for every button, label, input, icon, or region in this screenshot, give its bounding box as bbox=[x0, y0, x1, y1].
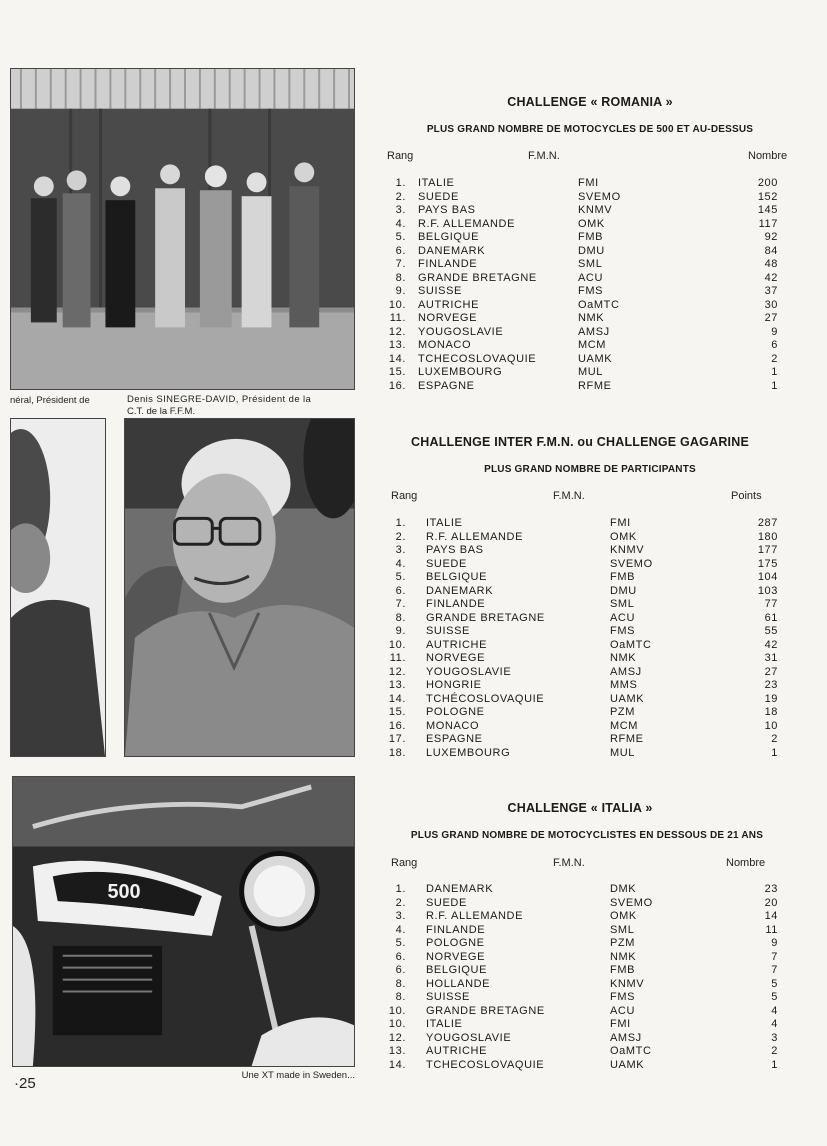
country-cell: AUTRICHE bbox=[426, 1045, 488, 1057]
rank-cell: 8. bbox=[395, 977, 406, 990]
value-cell: 5 bbox=[771, 977, 778, 990]
challenge-romania-header-value: Nombre bbox=[748, 150, 788, 162]
challenge-gagarine-subtitle: PLUS GRAND NOMBRE DE PARTICIPANTS bbox=[484, 464, 696, 475]
value-cell: 4 bbox=[771, 1018, 778, 1030]
caption-line-2: C.T. de la F.F.M. bbox=[127, 406, 196, 417]
rank-cell: 13. bbox=[388, 679, 406, 691]
value-cell: 145 bbox=[757, 204, 778, 216]
value-cell: 2 bbox=[771, 733, 778, 745]
fmn-cell: UAMK bbox=[578, 352, 613, 365]
country-cell: SUISSE bbox=[418, 285, 462, 297]
value-cell: 84 bbox=[764, 244, 778, 257]
rank-cell: 12. bbox=[388, 325, 406, 338]
ranking-row bbox=[384, 1045, 784, 1059]
fmn-cell: OMK bbox=[578, 217, 605, 230]
value-cell: 180 bbox=[757, 530, 778, 543]
rank-cell: 16. bbox=[388, 379, 406, 392]
value-cell: 92 bbox=[764, 231, 778, 243]
value-cell: 10 bbox=[764, 719, 778, 732]
country-cell: POLOGNE bbox=[426, 937, 485, 949]
caption-bike: Une XT made in Sweden... bbox=[241, 1070, 355, 1081]
fmn-cell: SML bbox=[610, 923, 635, 936]
ranking-row bbox=[384, 1005, 784, 1019]
ranking-row bbox=[384, 964, 784, 978]
country-cell: SUEDE bbox=[418, 190, 459, 203]
rank-cell: 12. bbox=[388, 1031, 406, 1044]
rank-cell: 12. bbox=[388, 665, 406, 678]
rank-cell: 5. bbox=[395, 937, 406, 949]
fmn-cell: MMS bbox=[610, 679, 638, 691]
challenge-gagarine-header-rank: Rang bbox=[391, 490, 418, 502]
rank-cell: 11. bbox=[389, 312, 406, 324]
value-cell: 23 bbox=[764, 679, 778, 691]
value-cell: 23 bbox=[764, 883, 778, 895]
rank-cell: 2. bbox=[395, 530, 406, 543]
ranking-row bbox=[384, 978, 784, 992]
fmn-cell: SVEMO bbox=[578, 190, 621, 203]
fmn-cell: NMK bbox=[578, 312, 605, 324]
fmn-cell: ACU bbox=[610, 611, 636, 624]
group-photo bbox=[10, 68, 355, 390]
country-cell: SUEDE bbox=[426, 557, 467, 570]
value-cell: 2 bbox=[771, 1045, 778, 1057]
rank-cell: 13. bbox=[388, 339, 406, 351]
fmn-cell: FMB bbox=[610, 571, 636, 583]
value-cell: 55 bbox=[764, 625, 778, 637]
fmn-cell: RFME bbox=[578, 379, 612, 392]
value-cell: 2 bbox=[771, 352, 778, 365]
value-cell: 77 bbox=[764, 598, 778, 610]
value-cell: 42 bbox=[764, 271, 778, 284]
ranking-row bbox=[384, 366, 784, 380]
fmn-cell: FMI bbox=[610, 517, 631, 529]
rank-cell: 3. bbox=[395, 544, 406, 556]
country-cell: ITALIE bbox=[426, 517, 463, 529]
ranking-row bbox=[384, 883, 784, 897]
value-cell: 11 bbox=[765, 923, 778, 936]
ranking-row bbox=[384, 897, 784, 911]
challenge-italia-header-rank: Rang bbox=[391, 857, 418, 869]
value-cell: 7 bbox=[771, 950, 778, 963]
value-cell: 152 bbox=[757, 190, 778, 203]
ranking-row bbox=[384, 585, 784, 599]
ranking-row bbox=[384, 326, 784, 340]
fmn-cell: MCM bbox=[578, 339, 607, 351]
country-cell: YOUGOSLAVIE bbox=[418, 325, 504, 338]
rank-cell: 8. bbox=[395, 271, 406, 284]
fmn-cell: NMK bbox=[610, 950, 637, 963]
country-cell: BELGIQUE bbox=[426, 964, 488, 976]
bike-badge-text: 500 bbox=[107, 881, 141, 904]
fmn-cell: MUL bbox=[578, 366, 604, 378]
ranking-row bbox=[384, 531, 784, 545]
rank-cell: 4. bbox=[395, 923, 406, 936]
challenge-gagarine-header-value: Points bbox=[731, 490, 762, 502]
value-cell: 30 bbox=[764, 298, 778, 311]
rank-cell: 14. bbox=[388, 352, 406, 365]
fmn-cell: SVEMO bbox=[610, 896, 653, 909]
country-cell: TCHECOSLOVAQUIE bbox=[418, 352, 537, 365]
ranking-row bbox=[384, 285, 784, 299]
challenge-gagarine-table bbox=[384, 517, 784, 760]
value-cell: 3 bbox=[771, 1031, 778, 1044]
value-cell: 18 bbox=[764, 706, 778, 718]
country-cell: NORVEGE bbox=[426, 652, 486, 664]
rank-cell: 6. bbox=[395, 244, 406, 257]
rank-cell: 2. bbox=[395, 190, 406, 203]
fmn-cell: FMB bbox=[578, 231, 604, 243]
ranking-row bbox=[384, 679, 784, 693]
country-cell: ESPAGNE bbox=[426, 733, 483, 745]
fmn-cell: UAMK bbox=[610, 1058, 645, 1071]
country-cell: GRANDE BRETAGNE bbox=[426, 1004, 545, 1017]
fmn-cell: FMS bbox=[610, 625, 636, 637]
fmn-cell: OaMTC bbox=[610, 638, 652, 651]
value-cell: 20 bbox=[764, 896, 778, 909]
country-cell: FINLANDE bbox=[426, 598, 486, 610]
rank-cell: 16. bbox=[388, 719, 406, 732]
country-cell: FINLANDE bbox=[418, 258, 478, 270]
ranking-row bbox=[384, 720, 784, 734]
ranking-row bbox=[384, 517, 784, 531]
fmn-cell: FMI bbox=[610, 1018, 631, 1030]
ranking-row bbox=[384, 380, 784, 394]
challenge-italia-header-fmn: F.M.N. bbox=[553, 857, 585, 869]
country-cell: SUISSE bbox=[426, 625, 470, 637]
rank-cell: 6. bbox=[395, 950, 406, 963]
value-cell: 5 bbox=[771, 991, 778, 1003]
ranking-row bbox=[384, 1059, 784, 1073]
ranking-row bbox=[384, 204, 784, 218]
country-cell: DANEMARK bbox=[418, 244, 486, 257]
ranking-row bbox=[384, 231, 784, 245]
country-cell: POLOGNE bbox=[426, 706, 485, 718]
ranking-row bbox=[384, 353, 784, 367]
value-cell: 9 bbox=[771, 325, 778, 338]
challenge-romania-title: CHALLENGE « ROMANIA » bbox=[507, 95, 673, 109]
value-cell: 287 bbox=[757, 517, 778, 529]
country-cell: YOUGOSLAVIE bbox=[426, 665, 512, 678]
portrait-man-glasses bbox=[124, 418, 355, 757]
rank-cell: 2. bbox=[395, 896, 406, 909]
rank-cell: 15. bbox=[388, 706, 406, 718]
rank-cell: 9. bbox=[395, 285, 406, 297]
rank-cell: 3. bbox=[395, 204, 406, 216]
ranking-row bbox=[384, 1032, 784, 1046]
value-cell: 42 bbox=[764, 638, 778, 651]
fmn-cell: KNMV bbox=[578, 204, 613, 216]
country-cell: R.F. ALLEMANDE bbox=[426, 910, 524, 922]
challenge-romania-header-rank: Rang bbox=[387, 150, 414, 162]
value-cell: 4 bbox=[771, 1004, 778, 1017]
ranking-row bbox=[384, 951, 784, 965]
country-cell: ITALIE bbox=[418, 177, 455, 189]
ranking-row bbox=[384, 924, 784, 938]
ranking-row bbox=[384, 339, 784, 353]
rank-cell: 15. bbox=[388, 366, 406, 378]
rank-cell: 10. bbox=[388, 1018, 406, 1030]
challenge-italia-header-value: Nombre bbox=[726, 857, 766, 869]
country-cell: ESPAGNE bbox=[418, 379, 475, 392]
challenge-italia-subtitle: PLUS GRAND NOMBRE DE MOTOCYCLISTES EN DESSOUS DE 21 ANS bbox=[410, 830, 764, 841]
rank-cell: 5. bbox=[395, 231, 406, 243]
value-cell: 37 bbox=[764, 285, 778, 297]
rank-cell: 6. bbox=[395, 964, 406, 976]
country-cell: MONACO bbox=[426, 719, 480, 732]
value-cell: 6 bbox=[771, 339, 778, 351]
country-cell: PAYS BAS bbox=[418, 204, 476, 216]
fmn-cell: FMB bbox=[610, 964, 636, 976]
ranking-row bbox=[384, 612, 784, 626]
ranking-row bbox=[384, 299, 784, 313]
challenge-italia-title: CHALLENGE « ITALIA » bbox=[507, 801, 653, 815]
country-cell: SUEDE bbox=[426, 896, 467, 909]
rank-cell: 7. bbox=[395, 598, 406, 610]
caption-sinegre-david bbox=[127, 394, 355, 418]
rank-cell: 8. bbox=[395, 991, 406, 1003]
rank-cell: 14. bbox=[388, 1058, 406, 1071]
ranking-row bbox=[384, 312, 784, 326]
fmn-cell: PZM bbox=[610, 937, 636, 949]
fmn-cell: SML bbox=[578, 258, 603, 270]
country-cell: AUTRICHE bbox=[426, 638, 488, 651]
value-cell: 117 bbox=[758, 217, 778, 230]
rank-cell: 5. bbox=[395, 571, 406, 583]
fmn-cell: DMU bbox=[578, 244, 605, 257]
country-cell: R.F. ALLEMANDE bbox=[426, 530, 524, 543]
rank-cell: 17. bbox=[388, 733, 406, 745]
country-cell: HONGRIE bbox=[426, 679, 482, 691]
ranking-row bbox=[384, 639, 784, 653]
ranking-row bbox=[384, 937, 784, 951]
ranking-row bbox=[384, 272, 784, 286]
motorcycle-photo bbox=[12, 776, 355, 1067]
caption-left-fragment: néral, Président de bbox=[10, 395, 90, 406]
rank-cell: 4. bbox=[395, 217, 406, 230]
ranking-row bbox=[384, 910, 784, 924]
ranking-row bbox=[384, 693, 784, 707]
page-number: ·25 bbox=[14, 1075, 36, 1092]
fmn-cell: UAMK bbox=[610, 692, 645, 705]
challenge-romania-subtitle: PLUS GRAND NOMBRE DE MOTOCYCLES DE 500 ET AU-DESSUS bbox=[426, 124, 754, 135]
challenge-romania-header-fmn: F.M.N. bbox=[528, 150, 560, 162]
ranking-row bbox=[384, 733, 784, 747]
value-cell: 1 bbox=[771, 366, 778, 378]
value-cell: 200 bbox=[757, 177, 778, 189]
ranking-row bbox=[384, 258, 784, 272]
value-cell: 104 bbox=[757, 571, 778, 583]
country-cell: LUXEMBOURG bbox=[418, 366, 503, 378]
ranking-row bbox=[384, 177, 784, 191]
fmn-cell: AMSJ bbox=[610, 1031, 642, 1044]
country-cell: R.F. ALLEMANDE bbox=[418, 217, 516, 230]
value-cell: 27 bbox=[764, 312, 778, 324]
rank-cell: 1. bbox=[395, 517, 406, 529]
fmn-cell: AMSJ bbox=[578, 325, 610, 338]
fmn-cell: RFME bbox=[610, 733, 644, 745]
fmn-cell: PZM bbox=[610, 706, 636, 718]
fmn-cell: ACU bbox=[578, 271, 604, 284]
fmn-cell: FMI bbox=[578, 177, 599, 189]
fmn-cell: OaMTC bbox=[578, 298, 620, 311]
ranking-row bbox=[384, 191, 784, 205]
fmn-cell: OMK bbox=[610, 910, 637, 922]
ranking-row bbox=[384, 1018, 784, 1032]
value-cell: 48 bbox=[764, 258, 778, 270]
ranking-row bbox=[384, 652, 784, 666]
value-cell: 14 bbox=[764, 910, 778, 922]
fmn-cell: SML bbox=[610, 598, 635, 610]
ranking-row bbox=[384, 598, 784, 612]
country-cell: NORVEGE bbox=[418, 312, 478, 324]
country-cell: MONACO bbox=[418, 339, 472, 351]
rank-cell: 9. bbox=[395, 625, 406, 637]
fmn-cell: MUL bbox=[610, 746, 636, 759]
ranking-row bbox=[384, 544, 784, 558]
challenge-gagarine-title: CHALLENGE INTER F.M.N. ou CHALLENGE GAGARINE bbox=[411, 435, 749, 449]
ranking-row bbox=[384, 625, 784, 639]
country-cell: DANEMARK bbox=[426, 883, 494, 895]
ranking-row bbox=[384, 747, 784, 761]
bike-brand-text: YAMAHA bbox=[110, 907, 145, 917]
ranking-row bbox=[384, 991, 784, 1005]
rank-cell: 8. bbox=[395, 611, 406, 624]
country-cell: BELGIQUE bbox=[426, 571, 488, 583]
fmn-cell: OMK bbox=[610, 530, 637, 543]
country-cell: BELGIQUE bbox=[418, 231, 480, 243]
ranking-row bbox=[384, 218, 784, 232]
fmn-cell: DMK bbox=[610, 883, 637, 895]
fmn-cell: SVEMO bbox=[610, 557, 653, 570]
fmn-cell: FMS bbox=[610, 991, 636, 1003]
value-cell: 175 bbox=[757, 557, 778, 570]
ranking-row bbox=[384, 245, 784, 259]
value-cell: 27 bbox=[764, 665, 778, 678]
fmn-cell: OaMTC bbox=[610, 1045, 652, 1057]
rank-cell: 18. bbox=[388, 746, 406, 759]
fmn-cell: KNMV bbox=[610, 544, 645, 556]
value-cell: 177 bbox=[757, 544, 778, 556]
country-cell: GRANDE BRETAGNE bbox=[426, 611, 545, 624]
rank-cell: 10. bbox=[388, 1004, 406, 1017]
value-cell: 7 bbox=[771, 964, 778, 976]
fmn-cell: DMU bbox=[610, 584, 637, 597]
fmn-cell: ACU bbox=[610, 1004, 636, 1017]
value-cell: 31 bbox=[764, 652, 778, 664]
value-cell: 19 bbox=[764, 692, 778, 705]
rank-cell: 1. bbox=[395, 883, 406, 895]
rank-cell: 10. bbox=[388, 638, 406, 651]
country-cell: DANEMARK bbox=[426, 584, 494, 597]
ranking-row bbox=[384, 558, 784, 572]
value-cell: 1 bbox=[771, 1058, 778, 1071]
country-cell: AUTRICHE bbox=[418, 298, 480, 311]
country-cell: YOUGOSLAVIE bbox=[426, 1031, 512, 1044]
country-cell: SUISSE bbox=[426, 991, 470, 1003]
rank-cell: 3. bbox=[395, 910, 406, 922]
value-cell: 61 bbox=[764, 611, 778, 624]
ranking-row bbox=[384, 706, 784, 720]
country-cell: ITALIE bbox=[426, 1018, 463, 1030]
rank-cell: 4. bbox=[395, 557, 406, 570]
country-cell: NORVEGE bbox=[426, 950, 486, 963]
value-cell: 103 bbox=[757, 584, 778, 597]
rank-cell: 1. bbox=[395, 177, 406, 189]
country-cell: FINLANDE bbox=[426, 923, 486, 936]
fmn-cell: AMSJ bbox=[610, 665, 642, 678]
fmn-cell: KNMV bbox=[610, 977, 645, 990]
value-cell: 1 bbox=[771, 746, 778, 759]
value-cell: 1 bbox=[771, 379, 778, 392]
rank-cell: 11. bbox=[389, 652, 406, 664]
rank-cell: 10. bbox=[388, 298, 406, 311]
portrait-partial bbox=[10, 418, 106, 757]
rank-cell: 7. bbox=[395, 258, 406, 270]
country-cell: HOLLANDE bbox=[426, 977, 491, 990]
challenge-romania-table bbox=[384, 177, 784, 393]
rank-cell: 6. bbox=[395, 584, 406, 597]
ranking-row bbox=[384, 571, 784, 585]
rank-cell: 13. bbox=[388, 1045, 406, 1057]
country-cell: TCHÉCOSLOVAQUIE bbox=[426, 692, 545, 705]
fmn-cell: NMK bbox=[610, 652, 637, 664]
challenge-gagarine-header-fmn: F.M.N. bbox=[553, 490, 585, 502]
country-cell: GRANDE BRETAGNE bbox=[418, 271, 537, 284]
country-cell: LUXEMBOURG bbox=[426, 746, 511, 759]
fmn-cell: MCM bbox=[610, 719, 639, 732]
value-cell: 9 bbox=[771, 937, 778, 949]
rank-cell: 14. bbox=[388, 692, 406, 705]
caption-line-1: Denis SINEGRE-DAVID, Président de la bbox=[127, 394, 312, 405]
ranking-row bbox=[384, 666, 784, 680]
country-cell: TCHECOSLOVAQUIE bbox=[426, 1058, 545, 1071]
fmn-cell: FMS bbox=[578, 285, 604, 297]
country-cell: PAYS BAS bbox=[426, 544, 484, 556]
challenge-italia-table bbox=[384, 883, 784, 1072]
